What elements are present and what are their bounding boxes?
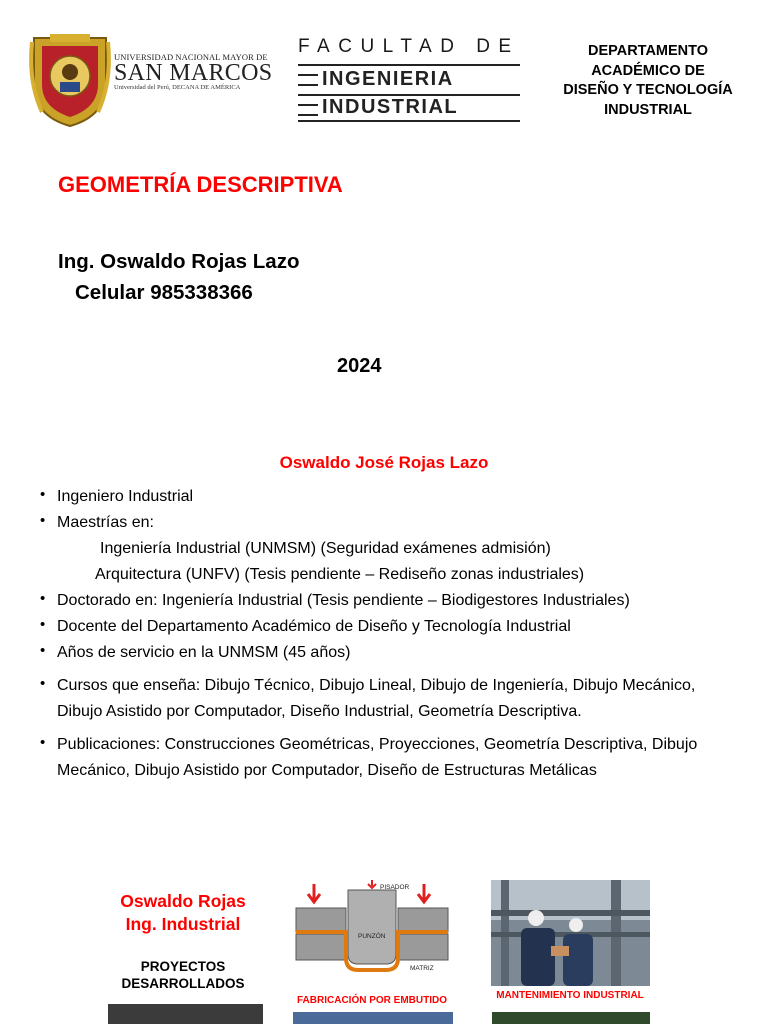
cv-name-heading: Oswaldo José Rojas Lazo — [279, 453, 489, 472]
bullet-icon: • — [40, 675, 46, 692]
cv-item-teacher — [40, 614, 740, 640]
bullet-icon: • — [40, 512, 46, 529]
projects-heading — [108, 958, 258, 992]
cv-item-degree — [40, 484, 740, 510]
bottom-title-line: Ing. Industrial — [125, 914, 241, 934]
project-photo-thumbnail — [293, 1012, 453, 1024]
diagram-label-pisador: PISADOR — [380, 884, 410, 891]
faculty-rule — [298, 120, 520, 122]
faculty-wordmark-box — [298, 62, 520, 122]
unmsm-seal-logo — [28, 32, 112, 128]
bottom-name-line: Oswaldo Rojas — [120, 891, 246, 911]
instructor-block — [58, 246, 299, 308]
bullet-icon: • — [40, 642, 46, 659]
project-photo-thumbnail — [108, 1004, 263, 1024]
cv-item-masters — [40, 510, 740, 536]
faculty-rule — [298, 74, 318, 76]
faculty-logo — [298, 36, 522, 124]
caption-embutido: FABRICACIÓN POR EMBUTIDO — [297, 995, 447, 1006]
caption-mantenimiento: MANTENIMIENTO INDUSTRIAL — [496, 990, 644, 1001]
diagram-label-matriz: MATRIZ — [410, 965, 434, 972]
bullet-icon: • — [40, 616, 46, 633]
cv-item-text: Ingeniero Industrial — [57, 488, 194, 505]
department-line: DISEÑO Y TECNOLOGÍA — [563, 82, 733, 98]
cv-subitem-masters-1: Ingeniería Industrial (UNMSM) (Seguridad exámenes admisión) — [100, 540, 551, 557]
university-tagline: Universidad del Perú, DECANA DE AMÉRICA — [114, 84, 241, 91]
cv-list — [40, 484, 740, 784]
department-line: DEPARTAMENTO — [587, 43, 709, 59]
cv-item-text: Cursos que enseña: Dibujo Técnico, Dibujo Lineal, Dibujo de Ingeniería, Dibujo Mecánico, Dibujo Asistido por Computador, Diseño Industrial, Geometría Descriptiva. — [57, 677, 696, 720]
cv-item-text: Publicaciones: Construcciones Geométricas, Proyecciones, Geometría Descriptiva, Dibujo Mecánico, Dibujo Asistido por Computador, Diseño de Estructuras Metálicas — [57, 736, 698, 779]
cv-item-doctorate — [40, 588, 740, 614]
bullet-icon: • — [40, 486, 46, 503]
spacer — [40, 725, 740, 732]
project-photo-thumbnail — [492, 1012, 650, 1024]
bottom-name-block — [108, 890, 258, 936]
projects-line: PROYECTOS — [140, 959, 226, 974]
cv-item-text: Maestrías en: — [57, 514, 154, 531]
cv-subitem-masters-2: Arquitectura (UNFV) (Tesis pendiente – Rediseño zonas industriales) — [95, 566, 585, 583]
cv-item-publications — [40, 732, 740, 784]
university-top-line: UNIVERSIDAD NACIONAL MAYOR DE — [114, 52, 268, 62]
faculty-rule — [298, 104, 318, 106]
faculty-rule — [298, 114, 318, 116]
cv-item-text: Años de servicio en la UNMSM (45 años) — [57, 644, 351, 661]
cv-item-text: Docente del Departamento Académico de Diseño y Tecnología Industrial — [57, 618, 571, 635]
course-title: GEOMETRÍA DESCRIPTIVA — [58, 172, 343, 197]
instructor-phone: Celular 985338366 — [75, 281, 253, 304]
faculty-word-2: INDUSTRIAL — [322, 96, 459, 118]
department-line: ACADÉMICO DE — [591, 62, 705, 79]
department-name — [548, 42, 748, 120]
cv-item-text: Doctorado en: Ingeniería Industrial (Tesis pendiente – Biodigestores Industriales) — [57, 592, 630, 609]
bullet-icon: • — [40, 734, 46, 751]
year: 2024 — [337, 355, 382, 377]
projects-line: DESARROLLADOS — [121, 976, 245, 991]
faculty-rule — [298, 64, 520, 66]
faculty-top-text: FACULTAD DE — [298, 36, 520, 57]
bullet-icon: • — [40, 590, 46, 607]
university-name: SAN MARCOS — [114, 60, 273, 86]
diagram-label-punzon: PUNZÓN — [358, 933, 386, 940]
deep-drawing-diagram — [292, 880, 452, 976]
department-line: INDUSTRIAL — [604, 101, 692, 118]
spacer — [40, 666, 740, 673]
cv-item-courses — [40, 673, 740, 725]
maintenance-photo — [491, 880, 650, 986]
faculty-word-1: INGENIERIA — [322, 68, 454, 90]
university-wordmark — [114, 52, 273, 91]
cv-item-service — [40, 640, 740, 666]
faculty-rule — [298, 84, 318, 86]
instructor-name: Ing. Oswaldo Rojas Lazo — [58, 250, 300, 273]
